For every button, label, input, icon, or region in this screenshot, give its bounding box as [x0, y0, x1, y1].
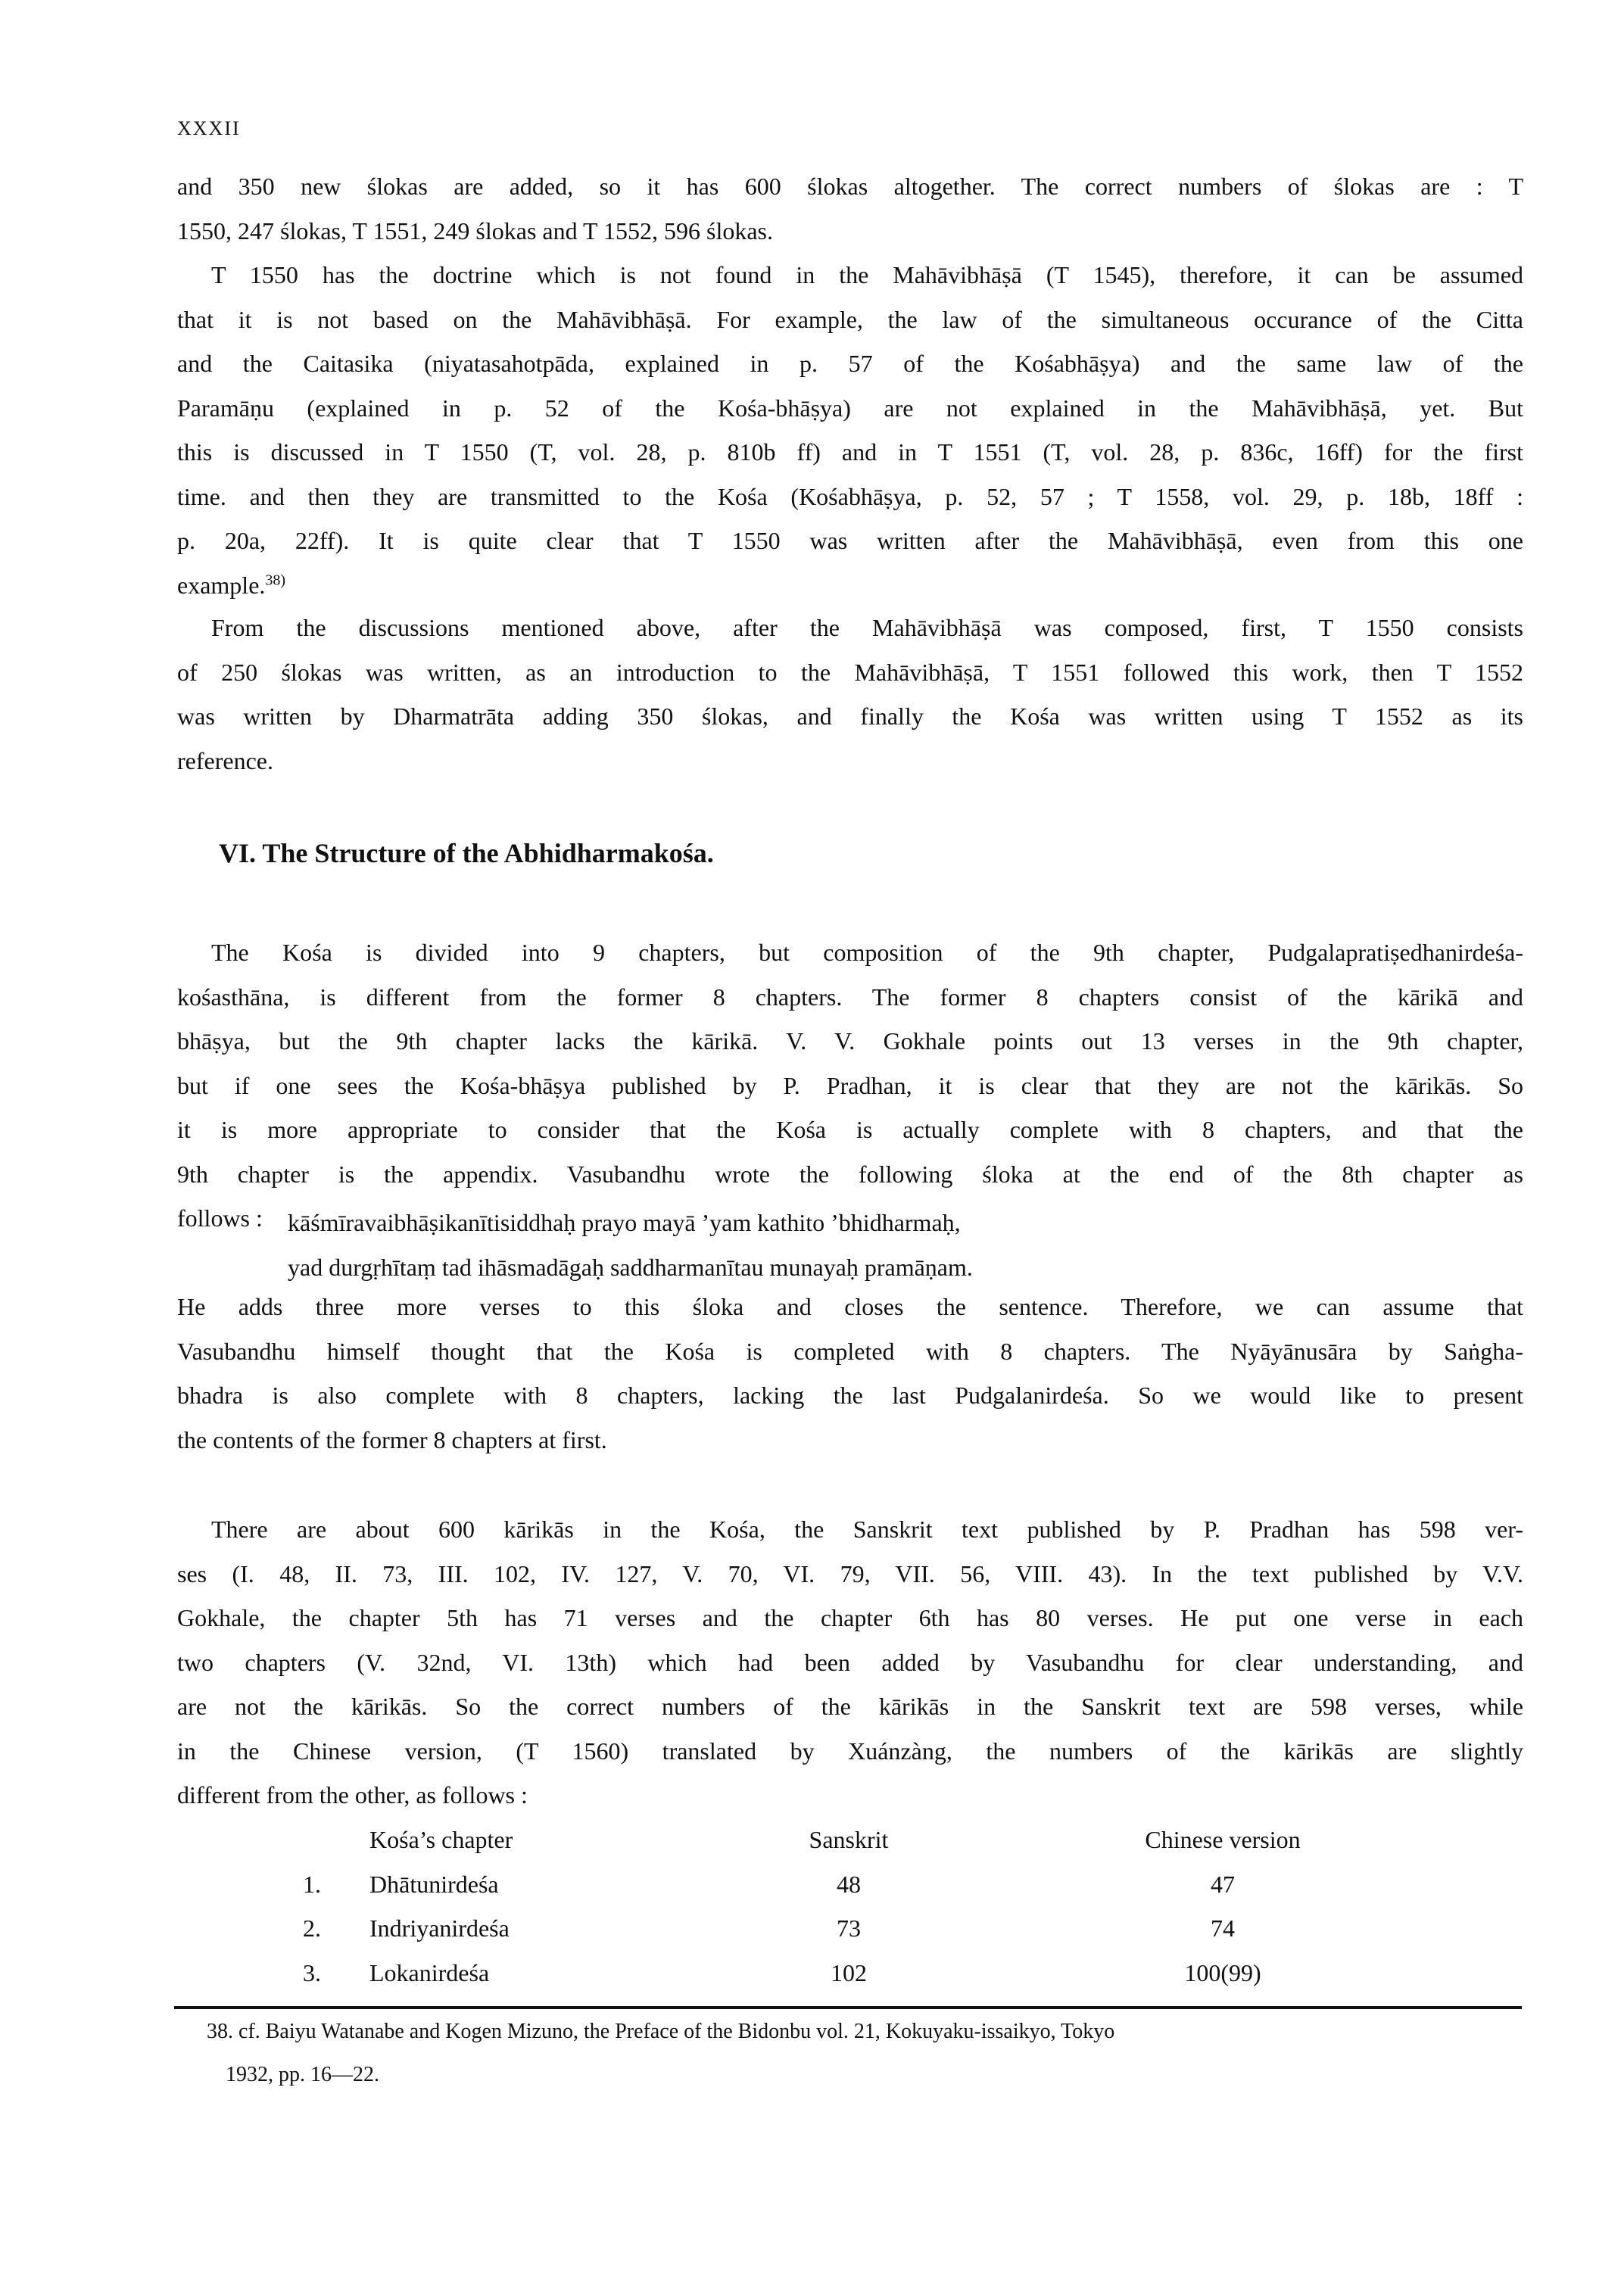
text-line-content: bhāṣya, but the 9th chapter lacks the kārikā. V. V. Gokhale points out 13 verses in the 9th chapter, [177, 1027, 1523, 1055]
header-chapter: Kośa’s chapter [369, 1826, 513, 1853]
text-line-content: the contents of the former 8 chapters at first. [177, 1425, 607, 1453]
text-line-content: He adds three more verses to this śloka and closes the sentence. Therefore, we can assume that [177, 1293, 1523, 1320]
chinese-count: 74 [1211, 1914, 1235, 1942]
text-line [177, 1418, 1523, 1463]
text-line-content: in the Chinese version, (T 1560) translated by Xuánzàng, the numbers of the kārikās are slightly [177, 1737, 1523, 1765]
text-line [177, 519, 1523, 563]
text-line [177, 1329, 1523, 1374]
text-line [177, 253, 1523, 298]
text-line [177, 975, 1523, 1020]
text-line-content: reference. [177, 746, 273, 774]
text-line-content: p. 20a, 22ff). It is quite clear that T 1550 was written after the Mahāvibhāṣā, even from this one [177, 527, 1523, 554]
chinese-count: 47 [1211, 1870, 1235, 1898]
text-line-content: and 350 new ślokas are added, so it has 600 ślokas altogether. The correct numbers of ślokas are : T [177, 173, 1523, 200]
table-header-row [0, 1818, 1624, 1862]
paragraph [177, 164, 1523, 253]
paragraph [177, 1285, 1523, 1462]
text-line-content: kośasthāna, is different from the former 8 chapters. The former 8 chapters consist of the kārikā and [177, 983, 1523, 1011]
text-line-content: There are about 600 kārikās in the Kośa, the Sanskrit text published by P. Pradhan has 598 ver- [211, 1516, 1523, 1543]
text-line [177, 1552, 1523, 1597]
row-number: 1. [303, 1870, 321, 1898]
header-sanskrit: Sanskrit [809, 1826, 889, 1853]
footnote-line: 38. cf. Baiyu Watanabe and Kogen Mizuno, the Preface of the Bidonbu vol. 21, Kokuyaku-issaikyo, Tokyo [207, 2020, 1115, 2043]
header-chinese: Chinese version [1145, 1826, 1301, 1853]
text-line [177, 209, 1523, 254]
text-line [177, 739, 1523, 784]
text-line-content: but if one sees the Kośa-bhāṣya published by P. Pradhan, it is clear that they are not the kārikās. So [177, 1071, 1523, 1099]
row-number: 2. [303, 1914, 321, 1942]
text-line-content: ses (I. 48, II. 73, III. 102, IV. 127, V. 70, VI. 79, VII. 56, VIII. 43). In the text published by V.V. [177, 1559, 1523, 1587]
sanskrit-count: 102 [831, 1958, 867, 1986]
text-line [177, 1064, 1523, 1108]
footnote-line: 1932, pp. 16—22. [226, 2063, 379, 2086]
text-line [177, 1773, 1523, 1818]
text-line-content: The Kośa is divided into 9 chapters, but composition of the 9th chapter, Pudgalapratiṣedhanirdeśa- [211, 939, 1523, 966]
text-line [177, 1285, 1523, 1329]
chapter-name: Dhātunirdeśa [369, 1870, 499, 1898]
table-row [0, 1906, 1624, 1951]
text-line [177, 475, 1523, 519]
text-line [177, 694, 1523, 739]
text-line-content: bhadra is also complete with 8 chapters, lacking the last Pudgalanirdeśa. So we would like to present [177, 1382, 1523, 1409]
paragraph [177, 1507, 1523, 1818]
text-line [177, 1684, 1523, 1729]
text-line-content: this is discussed in T 1550 (T, vol. 28, p. 810b ff) and in T 1551 (T, vol. 28, p. 836c, 16ff) for the first [177, 438, 1523, 466]
footnote-reference[interactable]: 38) [265, 571, 286, 588]
paragraph [177, 606, 1523, 783]
text-line [177, 1152, 1523, 1197]
text-line-content: that it is not based on the Mahāvibhāṣā. For example, the law of the simultaneous occurance of the Citta [177, 305, 1523, 333]
row-number: 3. [303, 1958, 321, 1986]
text-line-content: time. and then they are transmitted to the Kośa (Kośabhāṣya, p. 52, 57 ; T 1558, vol. 29, p. 18b, 18ff : [177, 482, 1523, 510]
page-number: XXXII [177, 117, 241, 139]
text-line-content: are not the kārikās. So the correct numbers of the kārikās in the Sanskrit text are 598 verses, while [177, 1693, 1523, 1720]
text-line-content: of 250 ślokas was written, as an introduction to the Mahāvibhāṣā, T 1551 followed this work, then T 1552 [177, 658, 1523, 686]
text-line-content: was written by Dharmatrāta adding 350 ślokas, and finally the Kośa was written using T 1552 as its [177, 703, 1523, 730]
verse-line: kāśmīravaibhāṣikanītisiddhaḥ prayo mayā ’yam kathito ’bhidharmaḥ, [288, 1209, 961, 1236]
text-line [177, 1596, 1523, 1640]
text-line [177, 1019, 1523, 1064]
text-line [177, 1729, 1523, 1774]
text-line-content: Paramāṇu (explained in p. 52 of the Kośa-bhāṣya) are not explained in the Mahāvibhāṣā, yet. But [177, 394, 1523, 422]
chapter-name: Indriyanirdeśa [369, 1914, 510, 1942]
text-line-content: Vasubandhu himself thought that the Kośa is completed with 8 chapters. The Nyāyānusāra by Saṅgha- [177, 1337, 1523, 1365]
table-row [0, 1951, 1624, 1995]
footnote-divider [174, 2006, 1522, 2009]
text-line-content: and the Caitasika (niyatasahotpāda, explained in p. 57 of the Kośabhāṣya) and the same law of the [177, 350, 1523, 377]
text-line [177, 430, 1523, 475]
verse-line: yad durgṛhītaṃ tad ihāsmadāgaḥ saddharmanītau munayaḥ pramāṇam. [288, 1253, 973, 1281]
sanskrit-count: 73 [837, 1914, 861, 1942]
text-line [177, 1108, 1523, 1152]
table-row [0, 1862, 1624, 1907]
text-line [177, 1507, 1523, 1552]
text-line [177, 650, 1523, 695]
chinese-count: 100(99) [1184, 1958, 1261, 1986]
text-line [177, 563, 1523, 608]
footnote [207, 2010, 1522, 2096]
text-line-content: Gokhale, the chapter 5th has 71 verses and the chapter 6th has 80 verses. He put one verse in each [177, 1604, 1523, 1631]
text-line [177, 930, 1523, 975]
text-line-content: 9th chapter is the appendix. Vasubandhu wrote the following śloka at the end of the 8th chapter as [177, 1160, 1523, 1188]
text-line [177, 386, 1523, 431]
text-line [177, 1640, 1523, 1685]
text-line-content: From the discussions mentioned above, after the Mahāvibhāṣā was composed, first, T 1550 consists [211, 614, 1523, 641]
text-line [177, 606, 1523, 650]
sanskrit-count: 48 [837, 1870, 861, 1898]
text-line-content: follows : [177, 1204, 263, 1232]
text-line-content: 1550, 247 ślokas, T 1551, 249 ślokas and T 1552, 596 ślokas. [177, 217, 773, 245]
text-line-content: it is more appropriate to consider that the Kośa is actually complete with 8 chapters, and that the [177, 1116, 1523, 1143]
paragraph [177, 253, 1523, 607]
section-heading: VI. The Structure of the Abhidharmakośa. [219, 838, 714, 868]
text-line-content: example. [177, 571, 266, 599]
text-line [177, 164, 1523, 209]
text-line-content: T 1550 has the doctrine which is not found in the Mahāvibhāṣā (T 1545), therefore, it can be assumed [211, 261, 1523, 288]
text-line [177, 1373, 1523, 1418]
text-line [177, 298, 1523, 342]
text-line [177, 341, 1523, 386]
chapter-name: Lokanirdeśa [369, 1958, 490, 1986]
text-line-content: different from the other, as follows : [177, 1781, 528, 1809]
text-line-content: two chapters (V. 32nd, VI. 13th) which had been added by Vasubandhu for clear understanding, and [177, 1648, 1523, 1676]
paragraph [177, 930, 1523, 1241]
